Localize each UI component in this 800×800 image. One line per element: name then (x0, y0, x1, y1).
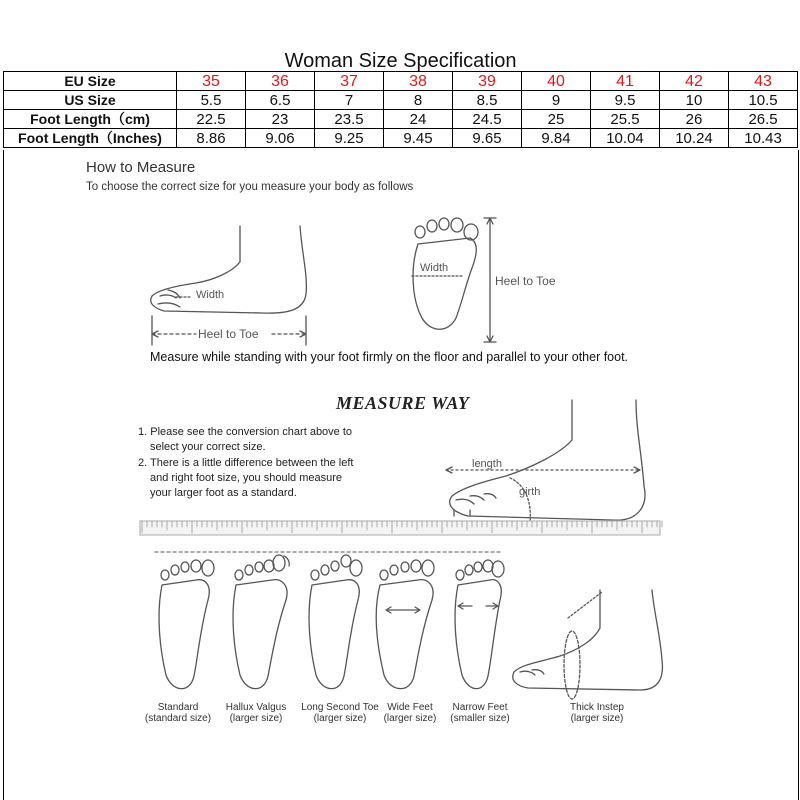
table-cell: 9.84 (522, 129, 591, 148)
sole-heel-to-toe-label: Heel to Toe (495, 274, 556, 288)
table-cell: 6.5 (246, 91, 315, 110)
table-cell: 10.24 (660, 129, 729, 148)
length-label: length (472, 458, 502, 470)
foot-type-caption-long-second-toe: Long Second Toe (larger size) (301, 702, 379, 724)
table-cell: 41 (591, 72, 660, 91)
foot-type-caption-hallux-valgus: Hallux Valgus (larger size) (225, 702, 287, 724)
how-to-measure-title: How to Measure (86, 159, 196, 176)
table-cell: 26.5 (729, 110, 798, 129)
sole-width-label: Width (420, 262, 449, 274)
table-cell: 8 (384, 91, 453, 110)
foot-type-thick-instep (513, 590, 663, 699)
side-heel-to-toe-label: Heel to Toe (198, 327, 259, 341)
table-cell: 5.5 (177, 91, 246, 110)
table-cell: 9.5 (591, 91, 660, 110)
foot-type-caption-narrow-feet: Narrow Feet (smaller size) (450, 702, 510, 724)
table-cell: 7 (315, 91, 384, 110)
table-cell: 10.04 (591, 129, 660, 148)
table-cell: 25.5 (591, 110, 660, 129)
table-cell: 9.45 (384, 129, 453, 148)
measure-note-line: your larger foot as a standard. (150, 487, 297, 499)
foot-type-standard (159, 560, 214, 689)
table-cell: 42 (660, 72, 729, 91)
measure-note-line: 1. Please see the conversion chart above to (138, 426, 353, 438)
sole-foot-drawing (412, 218, 496, 342)
foot-type-narrow-feet (455, 560, 504, 689)
foot-type-long-second-toe (309, 555, 362, 689)
table-cell: 8.5 (453, 91, 522, 110)
foot-type-caption-wide-feet: Wide Feet (larger size) (383, 702, 437, 724)
table-cell: 9 (522, 91, 591, 110)
how-to-measure-subtitle: To choose the correct size for you measure your body as follows (86, 181, 414, 193)
table-cell: 40 (522, 72, 591, 91)
table-cell: 43 (729, 72, 798, 91)
measure-note-line: 2. There is a little difference between the left (138, 457, 354, 469)
row-label: Foot Length（Inches) (4, 129, 177, 148)
side-width-label: Width (196, 289, 225, 301)
table-cell: 25 (522, 110, 591, 129)
table-cell: 38 (384, 72, 453, 91)
table-cell: 10.5 (729, 91, 798, 110)
table-cell: 10.43 (729, 129, 798, 148)
table-cell: 22.5 (177, 110, 246, 129)
measure-way-title: MEASURE WAY (336, 393, 470, 413)
table-cell: 9.65 (453, 129, 522, 148)
table-cell: 9.06 (246, 129, 315, 148)
girth-label: girth (519, 486, 541, 498)
table-title: Woman Size Specification (4, 51, 798, 72)
measure-note-line: and right foot size, you should measure (150, 472, 343, 484)
measure-note-line: select your correct size. (150, 441, 266, 453)
table-cell: 8.86 (177, 129, 246, 148)
table-cell: 24.5 (453, 110, 522, 129)
table-cell: 9.25 (315, 129, 384, 148)
table-cell: 26 (660, 110, 729, 129)
foot-type-caption-standard: Standard (standard size) (144, 702, 212, 724)
table-cell: 23.5 (315, 110, 384, 129)
table-cell: 37 (315, 72, 384, 91)
measure-instruction: Measure while standing with your foot firmly on the floor and parallel to your other foot. (150, 350, 629, 364)
table-cell: 39 (453, 72, 522, 91)
table-cell: 24 (384, 110, 453, 129)
row-label: US Size (4, 91, 177, 110)
table-cell: 23 (246, 110, 315, 129)
table-cell: 10 (660, 91, 729, 110)
table-cell: 36 (246, 72, 315, 91)
foot-type-hallux-valgus (233, 555, 289, 689)
foot-type-caption-thick-instep: Thick Instep (larger size) (570, 702, 624, 724)
row-label: Foot Length（cm) (4, 110, 177, 129)
row-label: EU Size (4, 72, 177, 91)
table-cell: 35 (177, 72, 246, 91)
foot-type-wide-feet (376, 560, 434, 689)
